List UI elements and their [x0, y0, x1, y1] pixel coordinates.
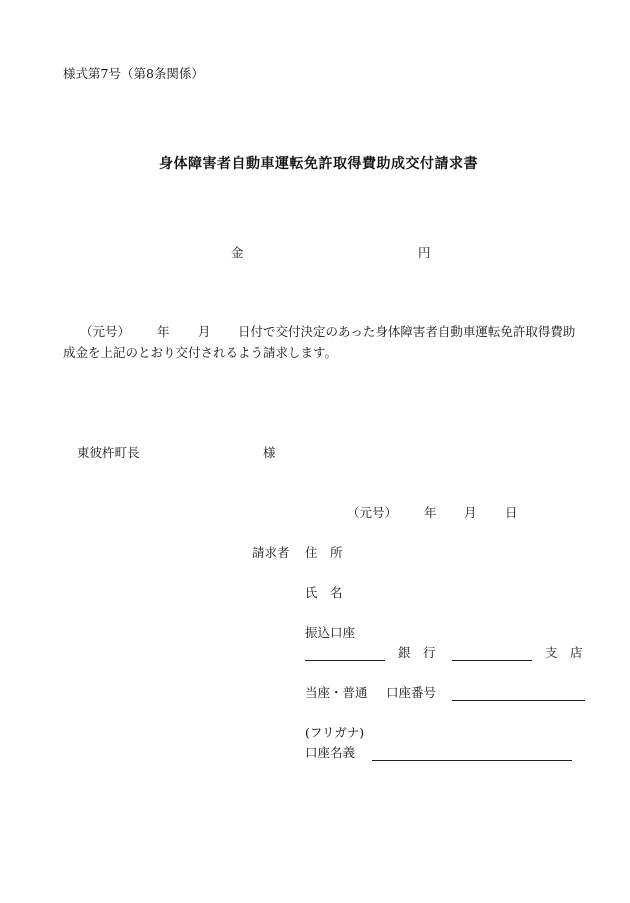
date-era: （元号） [347, 505, 398, 520]
request-line2: 成金を上記のとおり交付されるよう請求します。 [63, 345, 338, 360]
transfer-account-label: 振込口座 [305, 625, 356, 640]
account-number-field[interactable] [452, 700, 585, 701]
request-year: 年 [157, 324, 170, 339]
branch-name-field[interactable] [452, 660, 532, 661]
bank-name-field[interactable] [305, 660, 385, 661]
account-holder-field[interactable] [372, 760, 572, 761]
account-type-label: 当座・普通 [305, 685, 368, 700]
request-month: 月 [198, 324, 211, 339]
amount-prefix: 金 [231, 245, 244, 260]
form-number: 様式第7号（第8条関係） [63, 66, 204, 81]
date-month: 月 [464, 505, 477, 520]
request-era: （元号） [80, 324, 131, 339]
document-title: 身体障害者自動車運転免許取得費助成交付請求書 [159, 156, 478, 172]
account-number-label: 口座番号 [386, 685, 437, 700]
addressee-name: 東彼杵町長 [77, 445, 140, 460]
furigana-label: (フリガナ) [305, 725, 365, 740]
amount-unit: 円 [418, 245, 431, 260]
date-year: 年 [424, 505, 437, 520]
name-label: 氏 名 [305, 585, 343, 600]
address-label: 住 所 [305, 545, 343, 560]
applicant-role-label: 請求者 [252, 545, 290, 560]
date-day: 日 [505, 505, 518, 520]
addressee-honorific: 様 [263, 445, 276, 460]
bank-label: 銀 行 [398, 645, 436, 660]
request-line1-rest: 日付で交付決定のあった身体障害者自動車運転免許取得費助 [238, 324, 576, 339]
branch-label: 支 店 [545, 645, 583, 660]
account-holder-label: 口座名義 [305, 745, 356, 760]
